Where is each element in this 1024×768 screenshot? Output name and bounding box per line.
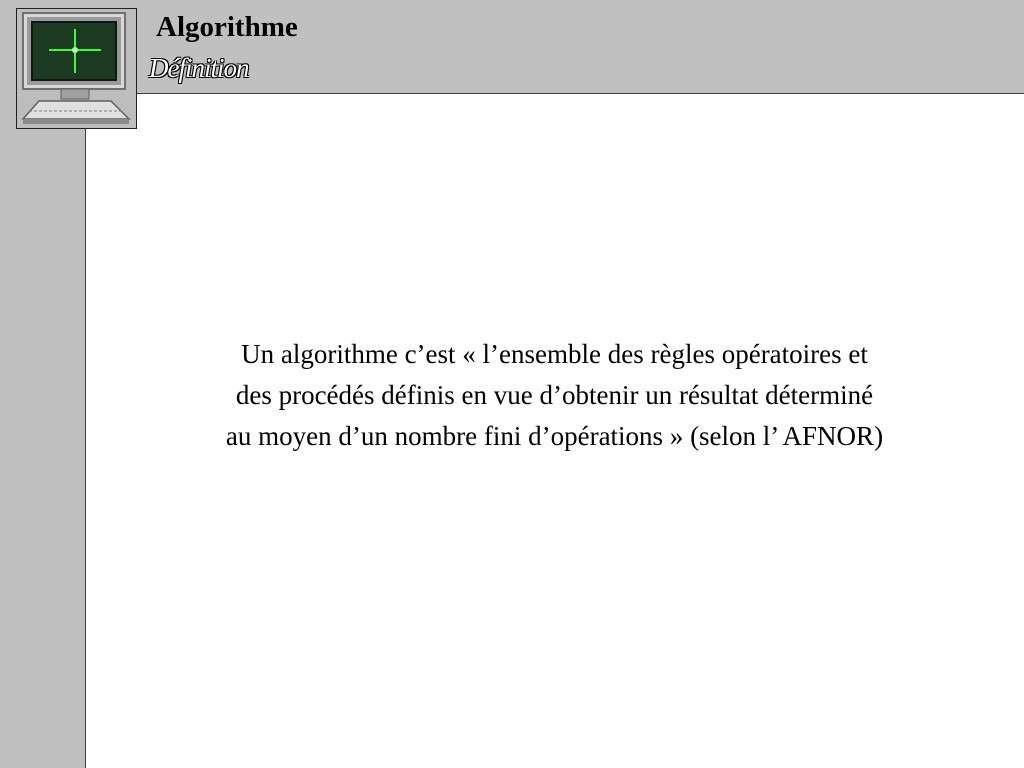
definition-line: Un algorithme c’est « l’ensemble des règles opératoires et	[241, 339, 868, 369]
page-title: Algorithme	[156, 11, 298, 43]
computer-monitor-svg	[17, 9, 136, 128]
definition-line: des procédés définis en vue d’obtenir un résultat déterminé	[235, 380, 874, 410]
definition-line: au moyen d’un nombre fini d’opérations » (selon l’ AFNOR)	[225, 421, 884, 451]
page-subtitle: Définition	[149, 53, 249, 83]
definition-text	[85, 334, 1024, 457]
computer-icon	[16, 8, 137, 129]
